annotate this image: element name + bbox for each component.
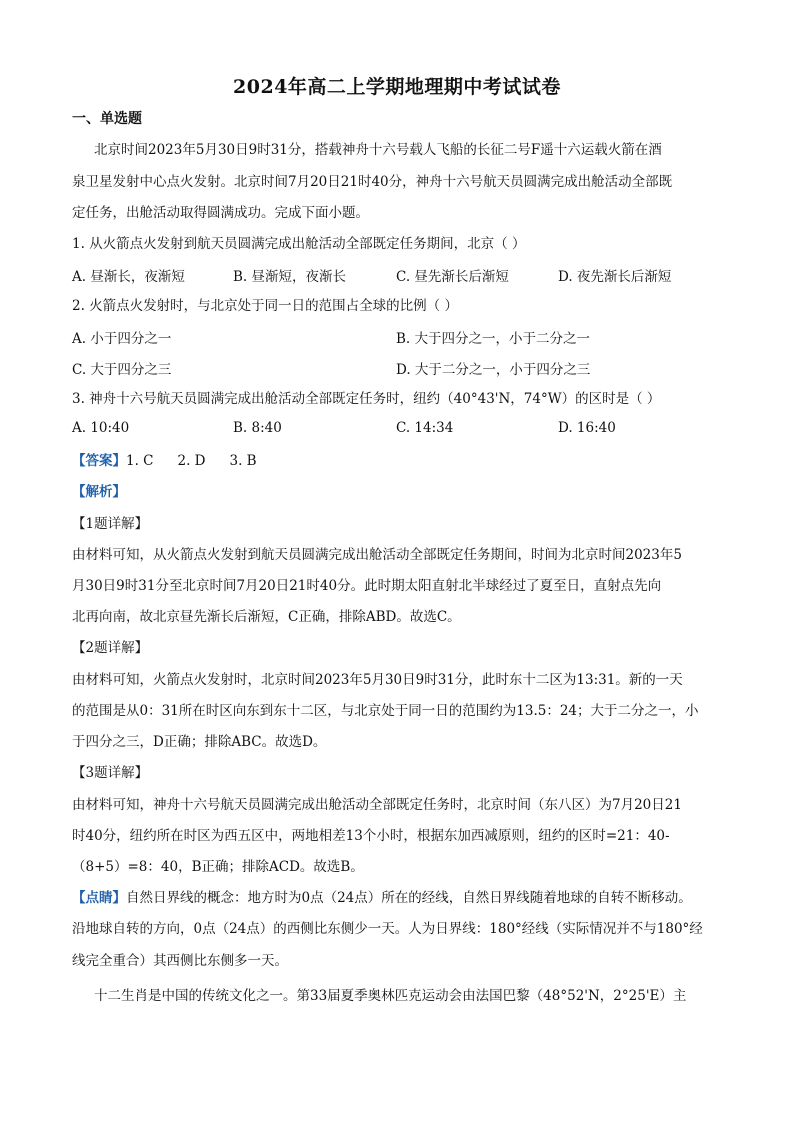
detail-3-line: 由材料可知，神舟十六号航天员圆满完成出舱活动全部既定任务时，北京时间（东八区）为7月20日21 — [72, 797, 682, 813]
tip-tag: 【点睛】 — [72, 890, 126, 906]
detail-1-line: 月30日9时31分至北京时间7月20日21时40分。此时期太阳直射北半球经过了夏至日，直射点先向 — [72, 578, 662, 594]
q2-option-d: D. 大于二分之一，小于四分之三 — [396, 362, 591, 378]
q3-option-a: A. 10:40 — [72, 420, 130, 436]
page-title: 2024年高二上学期地理期中考试试卷 — [233, 76, 561, 98]
tip-text: 自然日界线的概念：地方时为0点（24点）所在的经线，自然日界线随着地球的自转不断移动。 — [126, 890, 692, 906]
q1-option-a: A. 昼渐长，夜渐短 — [72, 269, 185, 285]
answer-item: 2. D — [177, 453, 206, 469]
analysis-line — [72, 482, 722, 502]
section-heading: 一、单选题 — [72, 111, 142, 127]
detail-3-line: （8+5）=8：40，B正确；排除ACD。故选B。 — [72, 859, 364, 875]
tip-line: 沿地球自转的方向，0点（24点）的西侧比东侧少一天。人为日界线：180°经线（实际情况并不与180°经 — [72, 921, 703, 937]
q3-option-d: D. 16:40 — [558, 420, 616, 436]
material-line: 定任务，出舱活动取得圆满成功。完成下面小题。 — [72, 205, 369, 221]
q1-option-d: D. 夜先渐长后渐短 — [558, 269, 672, 285]
question-2-stem: 2. 火箭点火发射时，与北京处于同一日的范围占全球的比例（ ） — [72, 298, 458, 314]
answer-tag: 【答案】 — [72, 453, 126, 469]
detail-2-heading: 【2题详解】 — [72, 640, 149, 656]
material-line: 北京时间2023年5月30日9时31分，搭载神舟十六号载人飞船的长征二号F遥十六运载火箭在酒 — [94, 142, 662, 158]
q2-option-b: B. 大于四分之一，小于二分之一 — [396, 331, 591, 347]
answer-line — [72, 451, 722, 471]
answer-item: 3. B — [229, 453, 257, 469]
q1-option-b: B. 昼渐短，夜渐长 — [233, 269, 347, 285]
detail-3-line: 时40分，纽约所在时区为西五区中，两地相差13个小时，根据东加西减原则，纽约的区时=21：40- — [72, 828, 670, 844]
detail-1-heading: 【1题详解】 — [72, 516, 149, 532]
answer-item: 1. C — [126, 453, 154, 469]
tip-line: 线完全重合）其西侧比东侧多一天。 — [72, 953, 288, 969]
detail-3-heading: 【3题详解】 — [72, 765, 149, 781]
detail-2-line: 于四分之三，D正确；排除ABC。故选D。 — [72, 734, 327, 750]
detail-1-line: 北再向南，故北京昼先渐长后渐短，C正确，排除ABD。故选C。 — [72, 609, 461, 625]
q3-option-c: C. 14:34 — [396, 420, 454, 436]
detail-2-line: 由材料可知，火箭点火发射时，北京时间2023年5月30日9时31分，此时东十二区为13:31。新的一天 — [72, 672, 683, 688]
q1-option-c: C. 昼先渐长后渐短 — [396, 269, 509, 285]
q3-option-b: B. 8:40 — [233, 420, 282, 436]
question-1-stem: 1. 从火箭点火发射到航天员圆满完成出舱活动全部既定任务期间，北京（ ） — [72, 236, 526, 252]
analysis-tag: 【解析】 — [72, 484, 126, 500]
q2-option-c: C. 大于四分之三 — [72, 362, 172, 378]
q2-option-a: A. 小于四分之一 — [72, 331, 172, 347]
detail-1-line: 由材料可知，从火箭点火发射到航天员圆满完成出舱活动全部既定任务期间，时间为北京时间2023年5 — [72, 547, 682, 563]
material-line: 泉卫星发射中心点火发射。北京时间7月20日21时40分，神舟十六号航天员圆满完成出舱活动全部既 — [72, 174, 673, 190]
detail-2-line: 的范围是从0：31所在时区向东到东十二区，与北京处于同一日的范围约为13.5：24；大于二分之一，小 — [72, 703, 699, 719]
tip-line — [72, 888, 722, 908]
question-3-stem: 3. 神舟十六号航天员圆满完成出舱活动全部既定任务时，纽约（40°43'N，74°W）的区时是（ ） — [72, 391, 661, 407]
material-line: 十二生肖是中国的传统文化之一。第33届夏季奥林匹克运动会由法国巴黎（48°52'N，2°25'E）主 — [94, 988, 687, 1004]
